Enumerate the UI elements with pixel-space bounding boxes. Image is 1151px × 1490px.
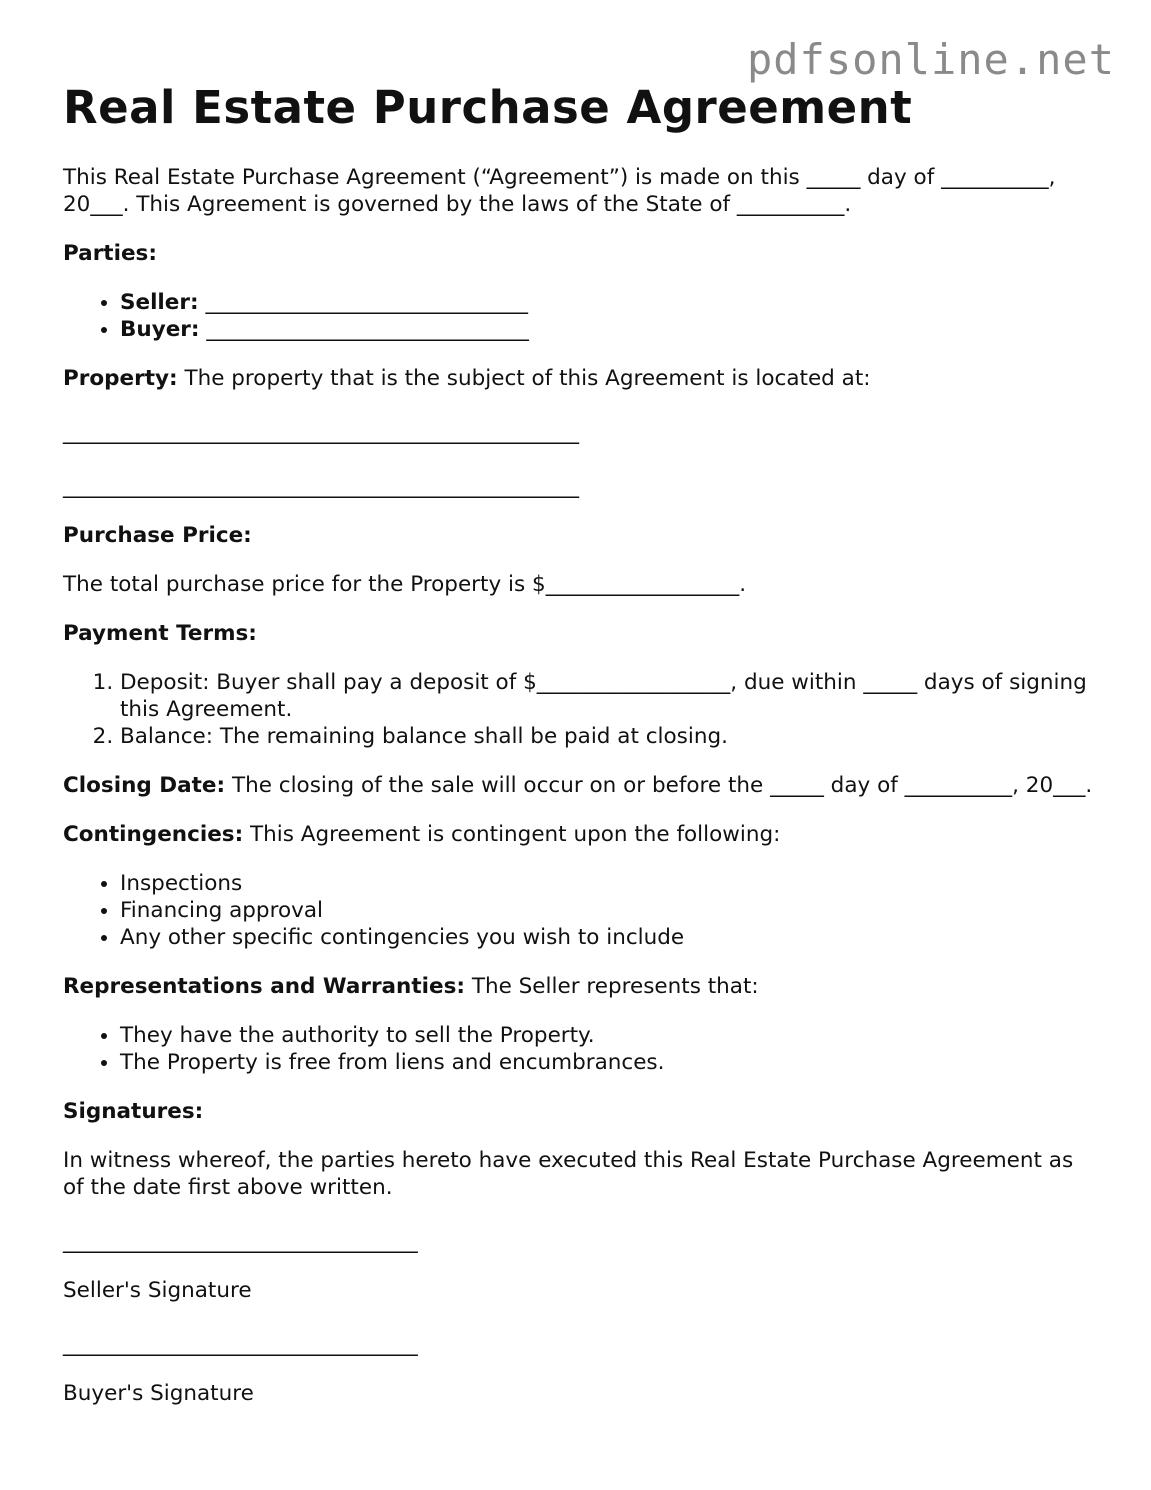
contingencies-list (63, 870, 1093, 951)
list-item: 2. Balance: The remaining balance shall be paid at closing. (120, 723, 1093, 750)
watermark: pdfsonline.net (746, 35, 1115, 84)
contingencies-paragraph (63, 821, 1093, 848)
seller-blank: ______________________________ (205, 290, 528, 315)
list-item (120, 316, 1093, 343)
property-blank-1: ________________________________________________ (63, 420, 579, 445)
representations-paragraph (63, 973, 1093, 1000)
parties-list (63, 289, 1093, 343)
purchase-price-text: The total purchase price for the Property is $__________________. (63, 572, 747, 597)
party-label: Buyer: (120, 317, 200, 342)
list-item: • The Property is free from liens and encumbrances. (120, 1049, 1093, 1076)
buyer-signature-label: Buyer's Signature (63, 1381, 254, 1406)
party-label: Seller: (120, 290, 199, 315)
document-page (63, 78, 1093, 1407)
signatures-text: In witness whereof, the parties hereto have executed this Real Estate Purchase Agreement as of the date first above written. (63, 1148, 1074, 1200)
closing-date-label: Closing Date: (63, 773, 226, 798)
representations-text: The Seller represents that: (471, 974, 759, 999)
closing-date-paragraph (63, 772, 1093, 799)
signatures-heading: Signatures: (63, 1099, 204, 1124)
document-title: Real Estate Purchase Agreement (63, 81, 913, 134)
representations-list (63, 1022, 1093, 1076)
contingencies-label: Contingencies: (63, 822, 244, 847)
list-item: • Inspections (120, 870, 1093, 897)
parties-heading: Parties: (63, 241, 157, 266)
buyer-signature-line: _________________________________ (63, 1332, 418, 1357)
property-label: Property: (63, 366, 178, 391)
closing-date-text: The closing of the sale will occur on or before the _____ day of __________, 20___. (231, 773, 1093, 798)
intro-paragraph: This Real Estate Purchase Agreement (“Agreement”) is made on this _____ day of __________, 20___. This Agreement is governed by the laws of the State of __________. (63, 165, 1056, 217)
property-blank-2: ________________________________________________ (63, 474, 579, 499)
representations-label: Representations and Warranties: (63, 974, 465, 999)
seller-signature-label: Seller's Signature (63, 1278, 252, 1303)
property-text: The property that is the subject of this Agreement is located at: (184, 366, 871, 391)
list-item (120, 289, 1093, 316)
list-item: • Financing approval (120, 897, 1093, 924)
buyer-blank: ______________________________ (206, 317, 529, 342)
seller-signature-line: _________________________________ (63, 1229, 418, 1254)
contingencies-text: This Agreement is contingent upon the following: (250, 822, 781, 847)
list-item: • Any other specific contingencies you wish to include (120, 924, 1093, 951)
list-item: 1. Deposit: Buyer shall pay a deposit of $__________________, due within _____ days of signing this Agreement. (120, 669, 1093, 723)
property-paragraph (63, 365, 1093, 392)
purchase-price-heading: Purchase Price: (63, 523, 252, 548)
payment-terms-heading: Payment Terms: (63, 621, 257, 646)
list-item: • They have the authority to sell the Property. (120, 1022, 1093, 1049)
payment-terms-list (63, 669, 1093, 750)
